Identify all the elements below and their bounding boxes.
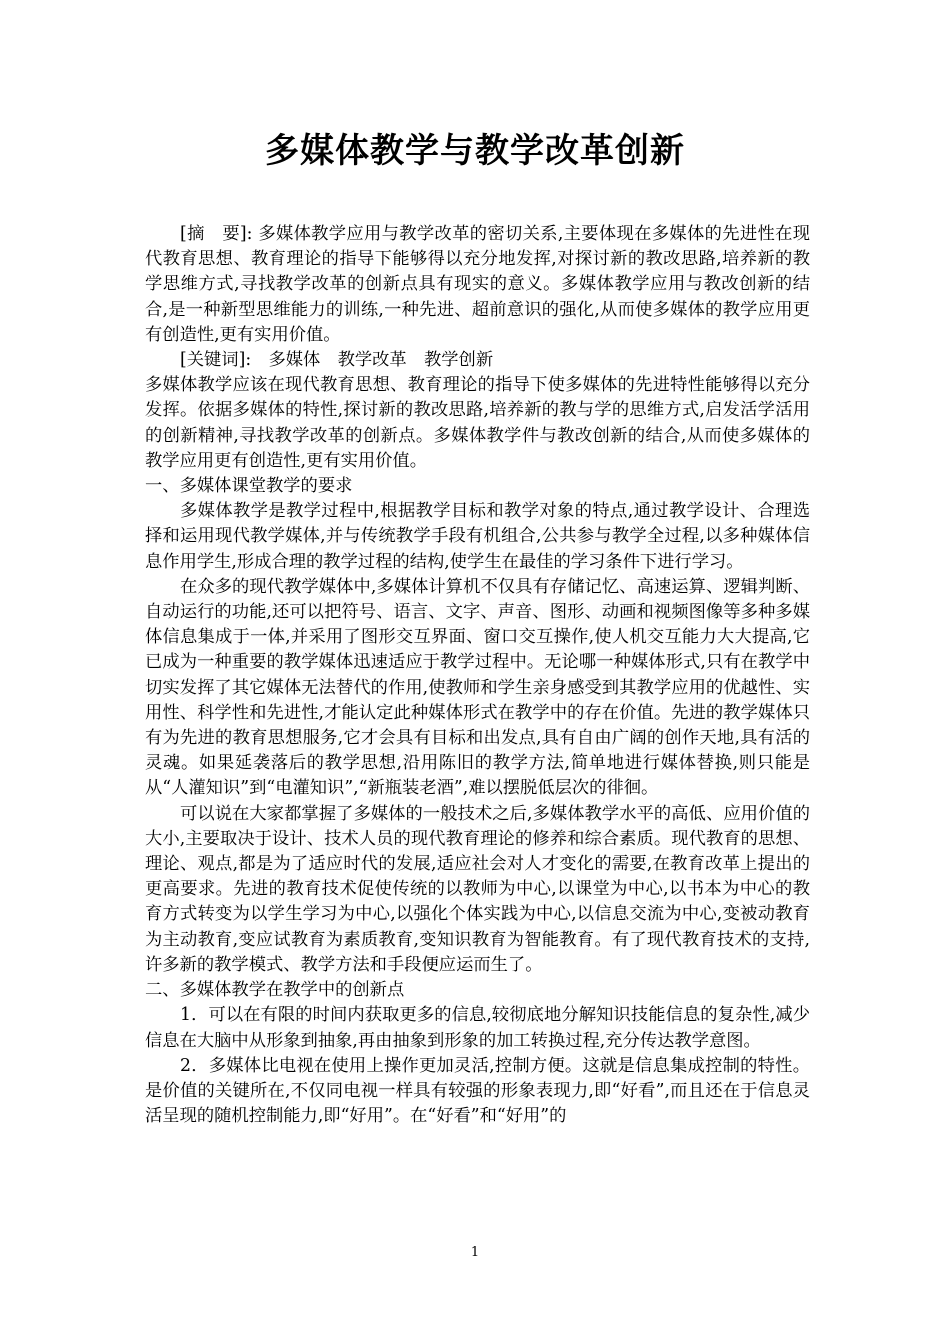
section2-paragraph-2: 2．多媒体比电视在使用上操作更加灵活,控制方便。这就是信息集成控制的特性。是价值的关键所在,不仅同电视一样具有较强的形象表现力,即“好看”,而且还在于信息灵活呈现的随机控制能力,即“好用”。在“好看”和“好用”的 [145, 1055, 810, 1127]
keywords-paragraph [145, 348, 810, 373]
keywords-text: 多媒体 教学改革 教学创新 [251, 350, 494, 371]
intro-paragraph: 多媒体教学应该在现代教育思想、教育理论的指导下使多媒体的先进特性能够得以充分发挥。依据多媒体的特性,探讨新的教改思路,培养新的教与学的思维方式,启发活学活用的创新精神,寻找教学改革的创新点。多媒体教学件与教改创新的结合,从而使多媒体的教学应用更有创造性,更有实用价值。 [145, 375, 810, 471]
section2-paragraph-1: 1．可以在有限的时间内获取更多的信息,较彻底地分解知识技能信息的复杂性,减少信息在大脑中从形象到抽象,再由抽象到形象的加工转换过程,充分传达教学意图。 [145, 1005, 810, 1051]
abstract-label: [摘 要]: [180, 224, 253, 244]
section1-paragraph-3: 可以说在大家都掌握了多媒体的一般技术之后,多媒体教学水平的高低、应用价值的大小,主要取决于设计、技术人员的现代教育理论的修养和综合素质。现代教育的思想、理论、观点,都是为了适应时代的发展,适应社会对人才变化的需要,在教育改革上提出的更高要求。先进的教育技术促使传统的以教师为中心,以课堂为中心,以书本为中心的教育方式转变为以学生学习为中心,以强化个体实践为中心,以信息交流为中心,变被动教育为主动教育,变应试教育为素质教育,变知识教育为智能教育。有了现代教育技术的支持,许多新的教学模式、教学方法和手段便应运而生了。 [145, 803, 810, 975]
abstract-paragraph [145, 222, 810, 348]
keywords-label: [关键词]: [180, 350, 252, 371]
section1-paragraph-2: 在众多的现代教学媒体中,多媒体计算机不仅具有存储记忆、高速运算、逻辑判断、自动运行的功能,还可以把符号、语言、文字、声音、图形、动画和视频图像等多种多媒体信息集成于一体,并采用了图形交互界面、窗口交互操作,使人机交互能力大大提高,它已成为一种重要的教学媒体迅速适应于教学过程中。无论哪一种媒体形式,只有在教学中切实发挥了其它媒体无法替代的作用,使教师和学生亲身感受到其教学应用的优越性、实用性、科学性和先进性,才能认定此种媒体形式在教学中的存在价值。先进的教学媒体只有为先进的教育思想服务,它才会具有目标和出发点,具有自由广阔的创作天地,具有活的灵魂。如果延袭落后的教学思想,沿用陈旧的教学方法,简单地进行媒体替换,则只能是从“人灌知识”到“电灌知识”,“新瓶装老酒”,难以摆脱低层次的徘徊。 [145, 576, 810, 799]
page-number: 1 [470, 1245, 480, 1260]
abstract-text: 多媒体教学应用与教学改革的密切关系,主要体现在多媒体的先进性在现代教育思想、教育理论的指导下能够得以充分地发挥,对探讨新的教改思路,培养新的教学思维方式,寻找教学改革的创新点具有现实的意义。多媒体教学应用与教改创新的结合,是一种新型思维能力的训练,一种先进、超前意识的强化,从而使多媒体的教学应用更有创造性,更有实用价值。 [145, 224, 810, 345]
document-body [145, 222, 810, 1129]
section-heading-2: 二、多媒体教学在教学中的创新点 [145, 980, 405, 1001]
document-title: 多媒体教学与教学改革创新 [265, 131, 685, 171]
section-heading-1: 一、多媒体课堂教学的要求 [145, 476, 353, 497]
section1-paragraph-1: 多媒体教学是教学过程中,根据教学目标和教学对象的特点,通过教学设计、合理选择和运用现代教学媒体,并与传统教学手段有机组合,公共参与教学全过程,以多种媒体信息作用学生,形成合理的教学过程的结构,使学生在最佳的学习条件下进行学习。 [145, 501, 810, 572]
